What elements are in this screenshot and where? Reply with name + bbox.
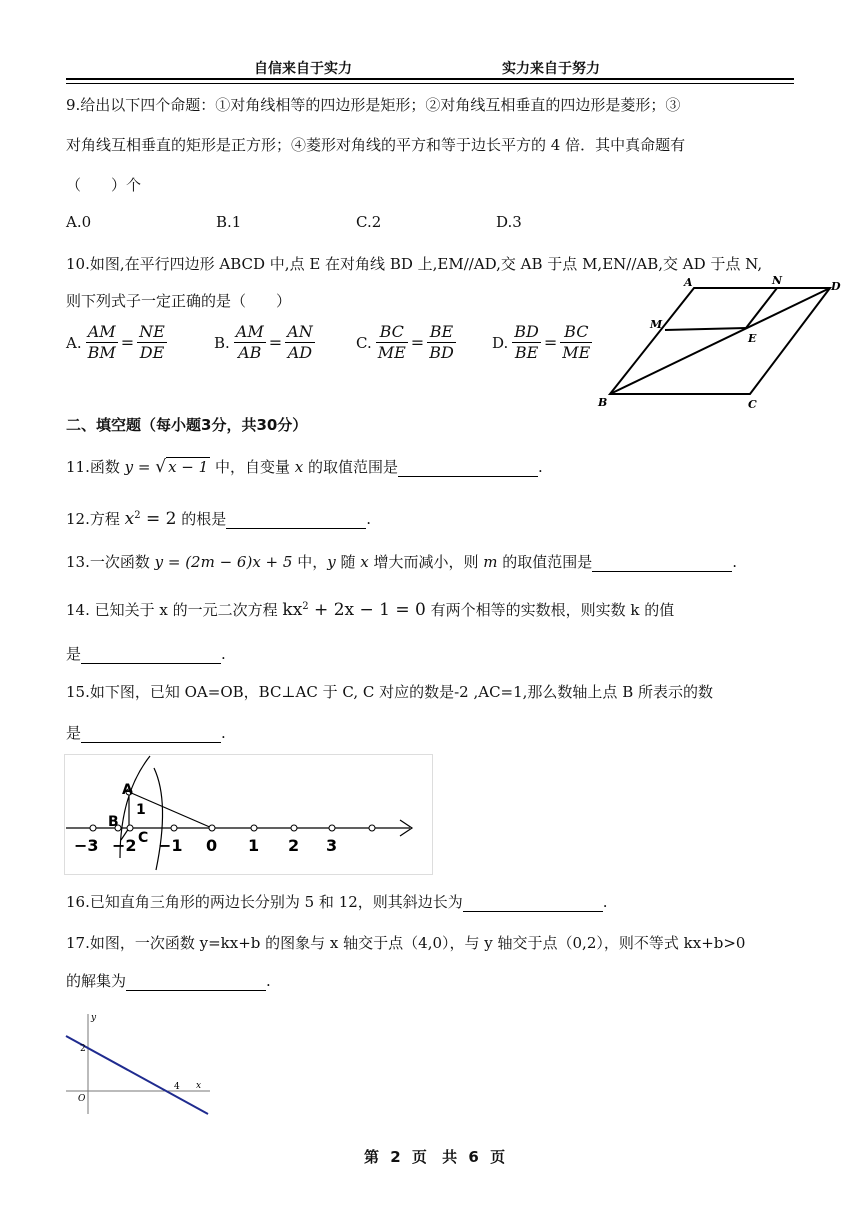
q11-eq: = bbox=[133, 458, 156, 476]
numerator: BC bbox=[560, 322, 592, 343]
q11-var-x: x bbox=[294, 458, 304, 476]
point-label-c: C bbox=[138, 830, 149, 846]
answer-blank[interactable] bbox=[126, 976, 266, 991]
q13-post2: 的取值范围是 bbox=[497, 553, 593, 571]
q13-mid: 随 bbox=[335, 553, 361, 571]
q13-var-y: y bbox=[327, 553, 336, 571]
axis-label-y: y bbox=[91, 1013, 97, 1023]
q11-pre: 11.函数 bbox=[66, 458, 125, 476]
q9-option-c: C.2 bbox=[356, 213, 382, 231]
fraction bbox=[427, 322, 456, 363]
q9-option-b: B.1 bbox=[216, 213, 242, 231]
header-left: 自信来自于实力 bbox=[254, 61, 352, 77]
q10-option-label: D. bbox=[492, 333, 509, 352]
fraction bbox=[376, 322, 408, 363]
q14-line2-text: 是 bbox=[66, 645, 82, 663]
q12-post: 的根是 bbox=[176, 510, 227, 528]
q11-radicand: x − 1 bbox=[168, 458, 209, 476]
answer-blank[interactable] bbox=[81, 728, 221, 743]
q15-line1: 15.如下图，已知 OA=OB，BC⊥AC 于 C, C 对应的数是-2 ,AC=1,那么数轴上点 B 所表示的数 bbox=[66, 683, 713, 701]
q16-text: 16.已知直角三角形的两边长分别为 5 和 12，则其斜边长为 bbox=[66, 893, 463, 911]
q11-end: . bbox=[537, 458, 543, 476]
numerator: AM bbox=[235, 322, 264, 341]
q9-option-a: A.0 bbox=[66, 213, 92, 231]
denominator: DE bbox=[139, 343, 165, 362]
q10-option-b: B. $\frac{AM}{AB}$ = $\frac{AN}{AD}$ bbox=[214, 322, 313, 362]
q12-end: . bbox=[366, 510, 372, 528]
q13-line bbox=[66, 551, 737, 572]
header-right: 实力来自于努力 bbox=[502, 61, 600, 77]
graph-line bbox=[66, 1036, 208, 1114]
q13-end: . bbox=[732, 553, 738, 571]
number-line-figure bbox=[64, 754, 434, 876]
q14-pre: 14. 已知关于 x 的一元二次方程 bbox=[66, 601, 283, 619]
q9-option-d: D.3 bbox=[496, 213, 522, 231]
q14-expr: kx bbox=[282, 600, 303, 620]
answer-blank[interactable] bbox=[81, 649, 221, 664]
q16-end: . bbox=[602, 893, 608, 911]
tick-label: 0 bbox=[206, 836, 218, 855]
label-a: A bbox=[684, 276, 693, 289]
page-footer bbox=[364, 1146, 505, 1167]
tick-label: 1 bbox=[248, 836, 260, 855]
q10-option-label: B. bbox=[214, 333, 230, 352]
tick-label: −3 bbox=[74, 836, 99, 855]
label-b: B bbox=[598, 396, 608, 409]
label-m: M bbox=[650, 318, 663, 331]
denominator: BD bbox=[429, 343, 454, 362]
q14-line1 bbox=[66, 599, 674, 620]
q17-end: . bbox=[266, 972, 271, 990]
q11-post: 中，自变量 bbox=[210, 458, 295, 476]
q15-end: . bbox=[221, 724, 226, 742]
page-number: 2 bbox=[390, 1148, 401, 1166]
q10-option-label: A. bbox=[66, 333, 82, 352]
q14-sup: 2 bbox=[302, 601, 309, 612]
q11-line bbox=[66, 456, 543, 477]
fraction bbox=[86, 322, 118, 363]
axis-label-x: x bbox=[196, 1081, 202, 1091]
q9-line1: 9.给出以下四个命题：①对角线相等的四边形是矩形；②对角线互相垂直的四边形是菱形；③ bbox=[66, 96, 681, 114]
q13-var-x: x bbox=[360, 553, 369, 571]
q13-expr: y = (2m − 6)x + 5 bbox=[154, 553, 293, 571]
q10-line1: 10.如图,在平行四边形 ABCD 中,点 E 在对角线 BD 上,EM//AD,交 AB 于点 M,EN//AB,交 AD 于点 N, bbox=[66, 255, 763, 273]
numerator: BD bbox=[514, 322, 539, 341]
q12-sup: 2 bbox=[134, 510, 141, 521]
q14-post: 有两个相等的实数根，则实数 k 的值 bbox=[425, 601, 675, 619]
answer-blank[interactable] bbox=[463, 897, 603, 912]
q17-line2-text: 的解集为 bbox=[66, 972, 127, 990]
q10-option-c: C. $\frac{BC}{ME}$ = $\frac{BE}{BD}$ bbox=[356, 322, 454, 362]
q13-var-m: m bbox=[483, 553, 498, 571]
label-c: C bbox=[748, 398, 757, 411]
numerator: BC bbox=[376, 322, 408, 343]
parallelogram-figure bbox=[590, 270, 850, 415]
tick-label: −1 bbox=[158, 836, 183, 855]
origin-label: O bbox=[78, 1094, 86, 1104]
header-rule-thick bbox=[66, 78, 794, 80]
denominator: BM bbox=[87, 343, 116, 362]
q12-eq: = 2 bbox=[140, 509, 177, 529]
answer-blank[interactable] bbox=[398, 462, 538, 477]
page-total: 6 bbox=[468, 1148, 479, 1166]
fraction bbox=[560, 322, 592, 363]
sqrt-sign: √ bbox=[155, 457, 167, 477]
answer-blank[interactable] bbox=[592, 557, 732, 572]
fraction bbox=[234, 322, 266, 363]
point-label-b: B bbox=[108, 814, 119, 830]
footer-text: 页 bbox=[490, 1148, 506, 1166]
answer-blank[interactable] bbox=[226, 514, 366, 529]
footer-text: 共 bbox=[442, 1148, 458, 1166]
q14-line2 bbox=[66, 643, 226, 664]
denominator: BE bbox=[514, 343, 539, 362]
label-n: N bbox=[772, 274, 783, 287]
linear-graph-figure bbox=[64, 1010, 214, 1120]
numerator: AM bbox=[86, 322, 118, 343]
tick-label: 2 bbox=[288, 836, 300, 855]
q17-line2 bbox=[66, 970, 271, 991]
q11-var-y: y bbox=[124, 458, 134, 476]
q9-line3: （ ）个 bbox=[66, 176, 142, 194]
q10-option-a: A. $\frac{AM}{BM}$ = $\frac{NE}{DE}$ bbox=[66, 322, 165, 362]
q11-post2: 的取值范围是 bbox=[303, 458, 398, 476]
fraction bbox=[512, 322, 541, 363]
footer-text: 页 bbox=[411, 1148, 427, 1166]
q10-option-label: C. bbox=[356, 333, 372, 352]
fraction bbox=[285, 322, 315, 363]
q10-option-d: D. $\frac{BD}{BE}$ = $\frac{BC}{ME}$ bbox=[492, 322, 591, 362]
fraction bbox=[137, 322, 167, 363]
tick-label-2: 2 bbox=[80, 1044, 86, 1054]
numerator: NE bbox=[139, 322, 165, 341]
q12-pre: 12.方程 bbox=[66, 510, 125, 528]
numerator: BE bbox=[427, 322, 456, 343]
label-d: D bbox=[831, 280, 841, 293]
q10-line2: 则下列式子一定正确的是（ ） bbox=[66, 292, 292, 310]
segment-label-1: 1 bbox=[136, 802, 146, 818]
denominator: AB bbox=[238, 343, 262, 362]
header-rule-thin bbox=[66, 83, 794, 84]
q12-var: x bbox=[124, 509, 135, 529]
q12-line bbox=[66, 508, 371, 529]
label-e: E bbox=[748, 332, 757, 345]
q16-line bbox=[66, 891, 608, 912]
tick-label: −2 bbox=[112, 836, 137, 855]
q13-pre: 13.一次函数 bbox=[66, 553, 155, 571]
q14-end: . bbox=[221, 645, 226, 663]
denominator: AD bbox=[287, 343, 313, 362]
tick-label: 3 bbox=[326, 836, 338, 855]
denominator: ME bbox=[562, 343, 591, 362]
q14-expr2: + 2x − 1 = 0 bbox=[308, 600, 426, 620]
q9-line2: 对角线互相垂直的矩形是正方形；④菱形对角线的平方和等于边长平方的 4 倍．其中真命题有 bbox=[66, 136, 686, 154]
numerator: AN bbox=[287, 322, 313, 341]
q13-post: 中， bbox=[292, 553, 328, 571]
tick-label-4: 4 bbox=[174, 1082, 180, 1092]
footer-text: 第 bbox=[364, 1148, 380, 1166]
section-title: 二、填空题（每小题3分，共30分） bbox=[66, 416, 308, 434]
q15-line2 bbox=[66, 722, 226, 743]
q15-line2-text: 是 bbox=[66, 724, 82, 742]
q13-mid2: 增大而减小，则 bbox=[368, 553, 484, 571]
point-label-a: A bbox=[122, 782, 133, 798]
q17-line1: 17.如图，一次函数 y=kx+b 的图象与 x 轴交于点（4,0），与 y 轴交于点（0,2），则不等式 kx+b>0 bbox=[66, 934, 746, 952]
denominator: ME bbox=[377, 343, 406, 362]
